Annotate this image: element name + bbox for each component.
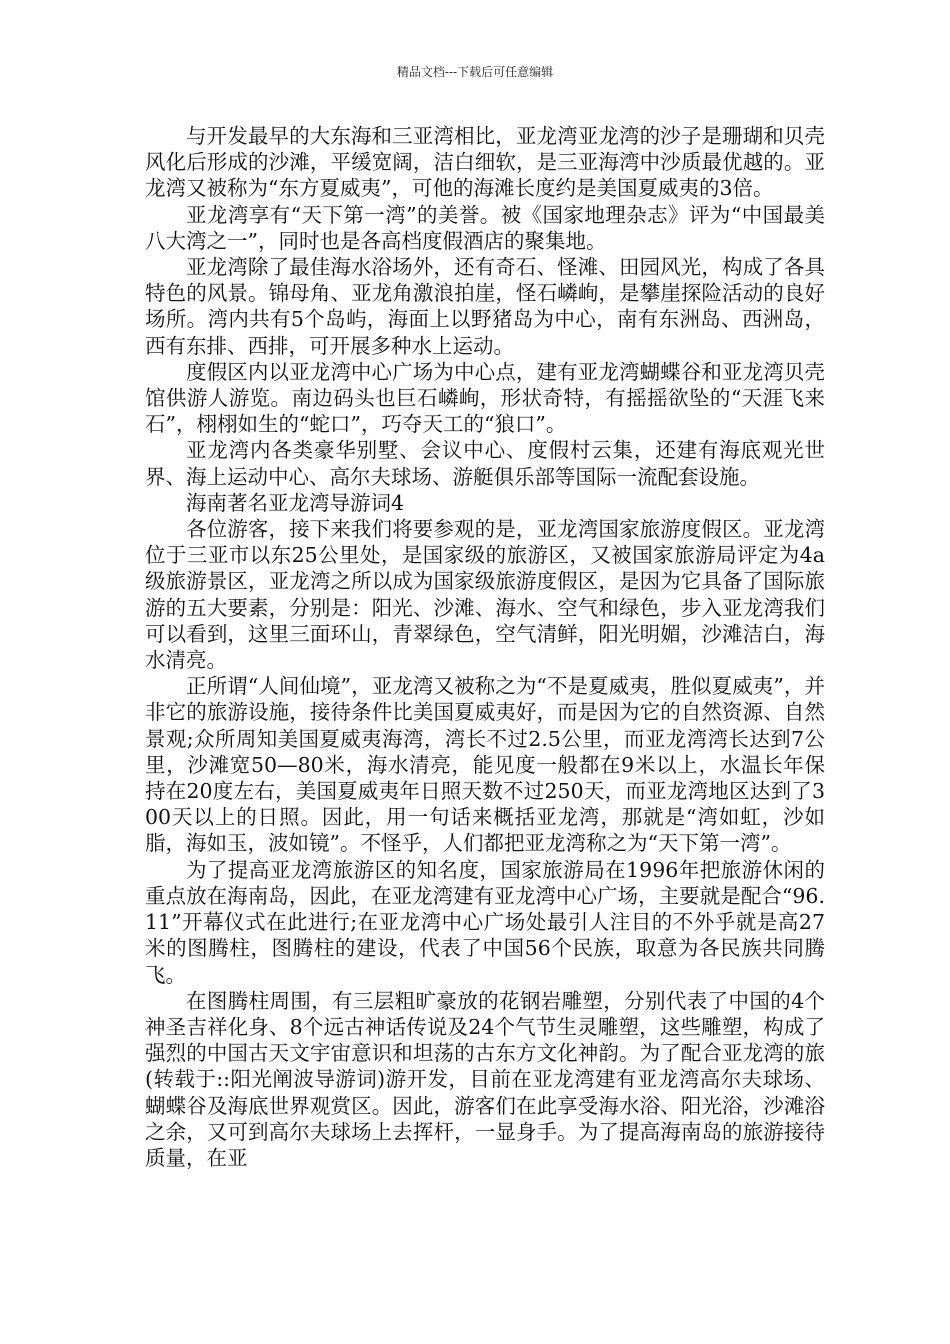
paragraph: 正所谓“人间仙境”，亚龙湾又被称之为“不是夏威夷，胜似夏威夷”，并非它的旅游设施，接待条件比美国夏威夷好，而是因为它的自然资源、自然景观;众所周知美国夏威夷海湾，湾长不过2.5公里，而亚龙湾湾长达到7公里，沙滩宽50—80米，海水清亮，能见度一般都在9米以上，水温长年保持在20度左右，美国夏威夷年日照天数不过250天，而亚龙湾地区达到了300天以上的日照。因此，用一句话来概括亚龙湾，那就是“湾如虹，沙如脂，海如玉，波如镜”。不怪乎，人们都把亚龙湾称之为“天下第一湾”。 — [145, 674, 825, 856]
paragraph: 亚龙湾内各类豪华别墅、会议中心、度假村云集，还建有海底观光世界、海上运动中心、高尔夫球场、游艇俱乐部等国际一流配套设施。 — [145, 438, 825, 489]
section-heading: 海南著名亚龙湾导游词4 — [186, 490, 405, 515]
paragraph: 为了提高亚龙湾旅游区的知名度，国家旅游局在1996年把旅游休闲的重点放在海南岛，因此，在亚龙湾建有亚龙湾中心广场，主要就是配合“96.11”开幕仪式在此进行;在亚龙湾中心广场处最引人注目的不外乎就是高27米的图腾柱，图腾柱的建设，代表了中国56个民族，取意为各民族共同腾飞。 — [145, 857, 825, 987]
paragraph: 与开发最早的大东海和三亚湾相比，亚龙湾亚龙湾的沙子是珊瑚和贝壳风化后形成的沙滩，平缓宽阔，洁白细软，是三亚海湾中沙质最优越的。亚龙湾又被称为“东方夏威夷”，可他的海滩长度约是美国夏威夷的3倍。 — [145, 124, 825, 201]
paragraph: 度假区内以亚龙湾中心广场为中心点，建有亚龙湾蝴蝶谷和亚龙湾贝壳馆供游人游览。南边码头也巨石嶙峋，形状奇特，有摇摇欲坠的“天涯飞来石”，栩栩如生的“蛇口”，巧夺天工的“狼口”。 — [145, 359, 825, 437]
paragraph: 亚龙湾享有“天下第一湾”的美誉。被《国家地理杂志》评为“中国最美八大湾之一”，同时也是各高档度假酒店的聚集地。 — [145, 202, 825, 253]
paragraph: 亚龙湾除了最佳海水浴场外，还有奇石、怪滩、田园风光，构成了各具特色的风景。锦母角、亚龙角激浪拍崖，怪石嶙峋，是攀崖探险活动的良好场所。湾内共有5个岛屿，海面上以野猪岛为中心，南有东洲岛、西洲岛，西有东排、西排，可开展多种水上运动。 — [145, 255, 825, 358]
paragraph: 在图腾柱周围，有三层粗旷豪放的花钢岩雕塑，分别代表了中国的4个神圣吉祥化身、8个远古神话传说及24个气节生灵雕塑，这些雕塑，构成了强烈的中国古天文宇宙意识和坦荡的古东方文化神韵。为了配合亚龙湾的旅(转载于::阳光阐波导游词)游开发，目前在亚龙湾建有亚龙湾高尔夫球场、蝴蝶谷及海底世界观赏区。因此，游客们在此享受海水浴、阳光浴，沙滩浴之余，又可到高尔夫球场上去挥杆，一显身手。为了提高海南岛的旅游接待质量，在亚 — [145, 988, 825, 1170]
page-header: 精品文档---下载后可任意编辑 — [396, 65, 554, 79]
document-body — [145, 123, 825, 1171]
paragraph: 各位游客，接下来我们将要参观的是，亚龙湾国家旅游度假区。亚龙湾位于三亚市以东25公里处，是国家级的旅游区，又被国家旅游局评定为4a级旅游景区，亚龙湾之所以成为国家级旅游度假区，是因为它具备了国际旅游的五大要素，分别是：阳光、沙滩、海水、空气和绿色，步入亚龙湾我们可以看到，这里三面环山，青翠绿色，空气清鲜，阳光明媚，沙滩洁白，海水清亮。 — [145, 517, 825, 673]
